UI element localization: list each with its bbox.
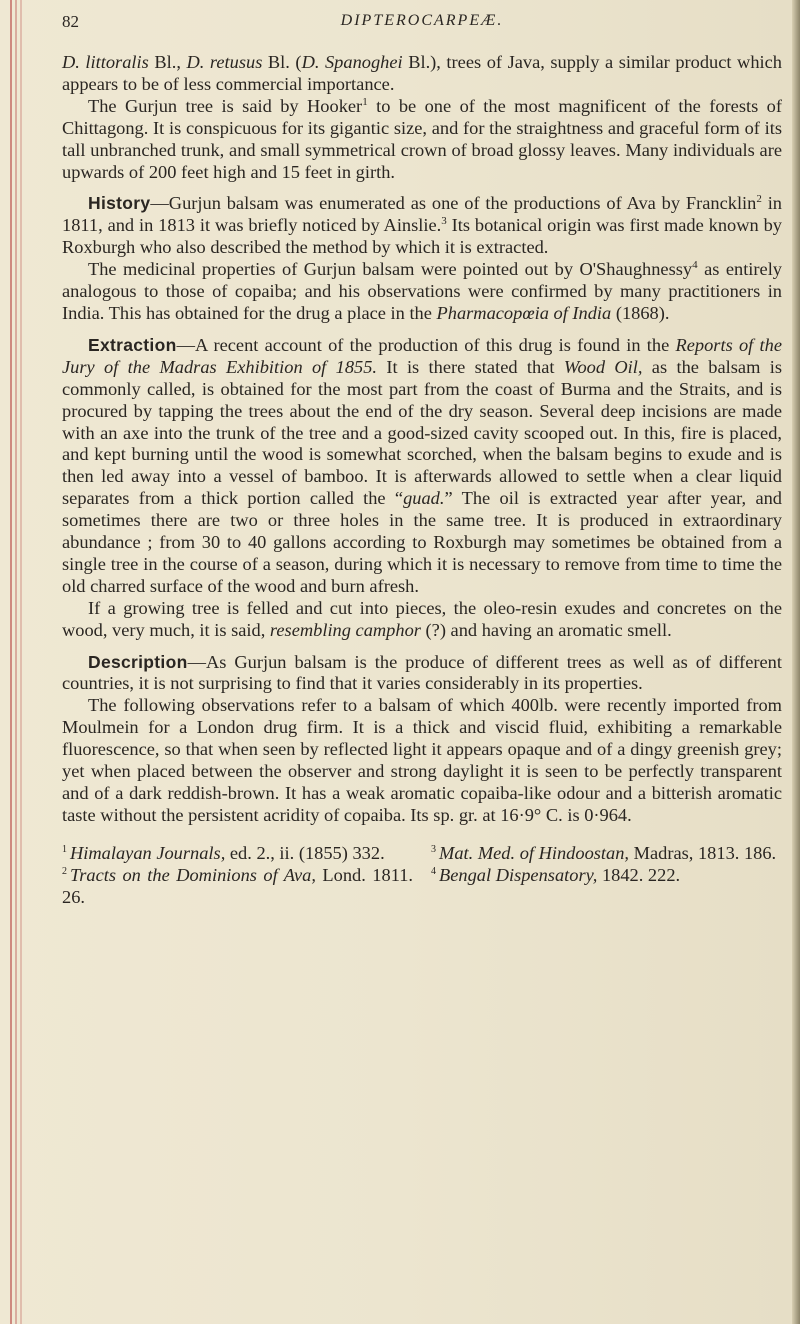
text-run: ” The oil is extracted year after year, and sometimes there are two or three holes in the same tree. It is produced in extraordinary abundance ; from 30 to 40 gallons according to Roxburgh may sometimes be obtained from a single tree in the course of a season, during which it is necessary to remove from time to time the old charred surface of the wood and burn afresh.: [62, 488, 783, 596]
footnote-number: 3: [431, 843, 436, 855]
text-run: Bl.), trees of Java, supply a similar product which appears to be of less commercial importance.: [62, 52, 782, 94]
footnote-reference: 1: [362, 95, 368, 108]
italic-text: Pharmacopœia of India: [436, 302, 612, 323]
text-run: Lond. 1811. 26.: [62, 864, 413, 907]
italic-text: D. retusus: [186, 52, 263, 72]
italic-text: guad.: [403, 488, 445, 509]
footnote-4: [431, 865, 782, 909]
text-run: The Gurjun tree is said by Hooker: [88, 95, 363, 116]
section-heading: Description: [88, 651, 188, 672]
paragraph-felled: [62, 598, 782, 642]
text-run: The medicinal properties of Gurjun balsam were pointed out by O'Shaughnessy: [88, 259, 693, 280]
text-run: The following observations refer to a balsam of which 400lb. were recently imported from Moulmein for a London drug firm. It is a thick and viscid fluid, exhibiting a remarkable fluorescence, so that when seen by reflected light it appears opaque and of a dingy greenish grey; yet when placed between the observer and strong daylight it is seen to be perfectly transparent and of a dark reddish-brown. It has a weak aromatic copaiba-like odour and a bitterish aromatic taste without the persistent acridity of copaiba. Its sp. gr. at 16·9° C. is 0·964.: [62, 695, 782, 825]
italic-text: Bengal Dispensatory,: [439, 864, 598, 885]
italic-text: D. littoralis: [62, 52, 149, 72]
text-run: to be one of the most magnificent of the forests of Chittagong. It is conspicuous for its gigantic size, and for the straightness and graceful form of its tall unbranched trunk, and small symmetrical crown of broad glossy leaves. Many individuals are upwards of 200 feet high and 15 feet in girth.: [62, 95, 782, 182]
running-title: DIPTEROCARPEÆ.: [340, 12, 504, 29]
italic-text: Reports of the Jury of the Madras Exhibition of 1855.: [62, 334, 782, 377]
text-run: Bl.,: [148, 52, 187, 72]
margin-rule: [20, 0, 22, 1324]
page-edge: [792, 0, 800, 1324]
footnote-3: [431, 843, 782, 865]
text-run: —A recent account of the production of this drug is found in the: [176, 334, 676, 355]
paragraph-medicinal: [62, 259, 782, 325]
text-run: Madras, 1813. 186.: [629, 842, 777, 863]
footnote-reference: 4: [692, 259, 698, 272]
footnote-number: 1: [62, 843, 67, 855]
text-run: —Gurjun balsam was enumerated as one of the productions of Ava by Francklin: [150, 193, 757, 214]
text-run: If a growing tree is felled and cut into pieces, the oleo-resin exudes and concretes on the wood, very much, it is said,: [62, 597, 782, 640]
text-run: —As Gurjun balsam is the produce of different trees as well as of different countries, it is not surprising to find that it varies considerably in its properties.: [62, 651, 782, 694]
italic-text: Himalayan Journals,: [70, 842, 226, 863]
italic-text: Mat. Med. of Hindoostan,: [439, 842, 630, 863]
text-run: It is there stated that: [377, 356, 564, 377]
text-run: Bl. (: [262, 52, 302, 72]
italic-text: D. Spanoghei: [301, 52, 403, 72]
text-run: as the balsam is commonly called, is obtained for the most part from the coast of Burma and the Straits, and is procured by tapping the trees about the end of the dry season. Several deep incisions are made with an axe into the trunk of the tree and a good-sized cavity scooped out. In this, fire is placed, and kept burning until the wood is somewhat scorched, when the balsam begins to exude and is then led away into a vessel of bamboo. It is afterwards allowed to settle when a clear liquid separates from a thick portion called the “: [62, 356, 782, 509]
page-number: 82: [62, 12, 79, 31]
text-run: in 1811, and in 1813 it was briefly noticed by Ainslie.: [62, 193, 783, 236]
text-run: (1868).: [611, 302, 670, 323]
italic-text: resembling camphor: [269, 619, 421, 640]
italic-text: Wood Oil,: [563, 356, 643, 377]
running-head: [62, 12, 782, 52]
footnote-reference: 2: [756, 193, 762, 206]
footnote-1: [62, 843, 413, 865]
margin-rule: [10, 0, 12, 1324]
margin-rule: [15, 0, 17, 1324]
italic-text: Tracts on the Dominions of Ava,: [70, 864, 316, 885]
text-run: ed. 2., ii. (1855) 332.: [225, 842, 385, 863]
paragraph-gurjun-tree: [62, 96, 782, 184]
paragraph-description: [62, 652, 782, 696]
section-heading: Extraction: [88, 334, 177, 355]
paragraph-intro: [62, 52, 782, 96]
paragraph-observations: [62, 695, 782, 826]
text-run: as entirely analogous to those of copaiba; and his observations were confirmed by many practitioners in India. This has obtained for the drug a place in the: [62, 259, 783, 323]
text-run: 1842. 222.: [597, 864, 681, 885]
footnote-reference: 3: [441, 215, 447, 228]
paragraph-extraction: [62, 335, 782, 598]
page-content: [62, 12, 782, 909]
footnotes: [62, 843, 782, 909]
text-run: Its botanical origin was first made known by Roxburgh who also described the method by which it is extracted.: [62, 215, 782, 258]
footnote-number: 4: [431, 865, 436, 877]
section-heading: History: [88, 193, 151, 214]
paragraph-history: [62, 193, 782, 259]
footnote-2: [62, 865, 413, 909]
footnote-number: 2: [62, 865, 67, 877]
text-run: (?) and having an aromatic smell.: [420, 619, 672, 640]
